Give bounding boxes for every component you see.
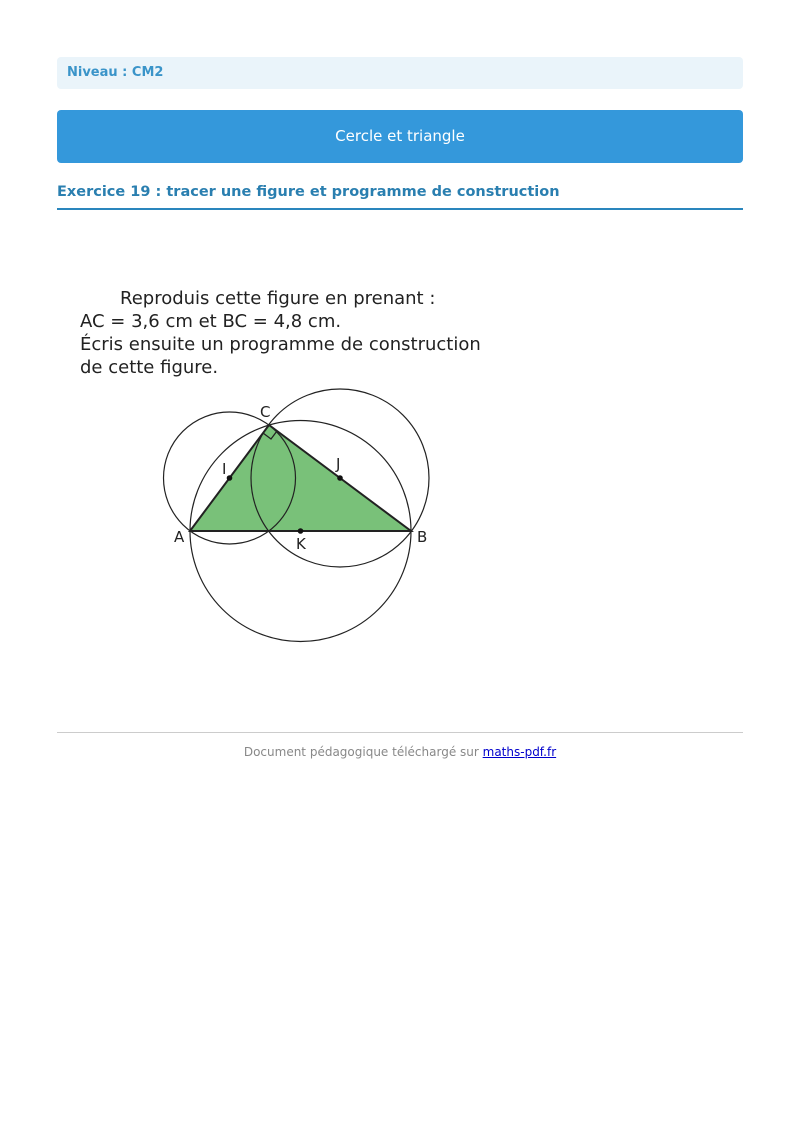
- instruction-line-1: Reproduis cette figure en prenant :: [120, 288, 436, 309]
- title-banner: [57, 110, 743, 163]
- level-label: Niveau : CM2: [67, 65, 164, 80]
- point-i-label: I: [222, 460, 227, 478]
- instruction-line-3: Écris ensuite un programme de construction: [80, 334, 481, 355]
- footer-link[interactable]: maths-pdf.fr: [482, 745, 557, 759]
- level-badge: [57, 57, 743, 89]
- banner-title: Cercle et triangle: [335, 127, 465, 145]
- point-c-label: C: [260, 403, 271, 421]
- point-j-dot: [337, 475, 343, 481]
- point-i-dot: [227, 475, 233, 481]
- point-j-label: J: [336, 455, 341, 473]
- point-k-label: K: [296, 535, 306, 553]
- point-b-label: B: [417, 528, 428, 546]
- triangle-abc: [190, 425, 411, 531]
- exercise-figure: [60, 280, 540, 650]
- point-k-dot: [298, 528, 304, 534]
- footer-text: Document pédagogique téléchargé sur: [243, 745, 483, 759]
- footer-divider: [57, 732, 743, 733]
- instruction-line-4: de cette figure.: [80, 357, 219, 378]
- exercise-title: Exercice 19 : tracer une figure et programme de construction: [57, 184, 743, 210]
- point-a-label: A: [174, 528, 185, 546]
- geometry-figure: [60, 280, 540, 650]
- instruction-line-2: AC = 3,6 cm et BC = 4,8 cm.: [80, 311, 342, 332]
- footer: [0, 745, 800, 759]
